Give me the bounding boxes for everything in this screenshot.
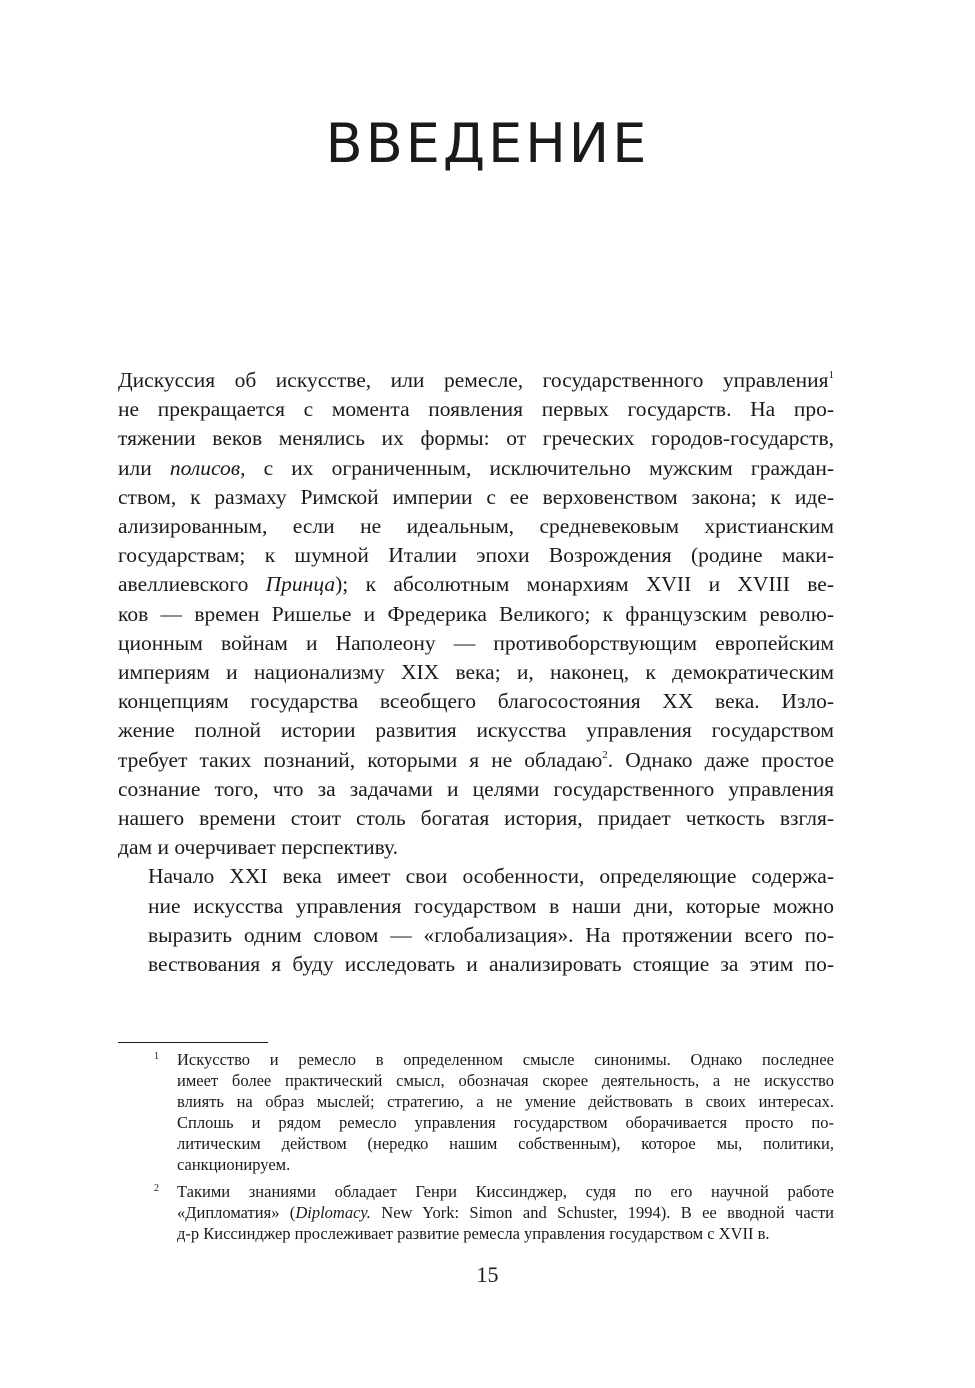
text-line: ционным войнам и Наполеону — противоборствующим европейским (118, 630, 834, 655)
paragraph (118, 862, 834, 979)
italic-term: Принца (265, 572, 336, 597)
footnote-line: д-р Киссинджер прослеживает развитие ремесла управления государством с XVII в. (177, 1224, 770, 1243)
text-line: авеллиевского Принца); к абсолютным монархиям XVII и XVIII ве- (118, 572, 834, 597)
footnote-line: литическим действом (нередко нашим собственным), которое мы, политики, (177, 1134, 834, 1153)
text-line: жение полной истории развития искусства управления государством (118, 718, 834, 743)
text-line: вествования я буду исследовать и анализировать стоящие за этим по- (148, 952, 834, 977)
page-number: 15 (476, 1262, 499, 1287)
footnote-number: 2 (154, 1183, 159, 1194)
footnote-line: влиять на образ мыслей; стратегию, а не умение действовать в своих интересах. (177, 1092, 834, 1111)
footnote-divider (118, 1042, 268, 1043)
footnote-line: имеет более практический смысл, обозначая скорее деятельность, а не искусство (177, 1071, 834, 1090)
footnote-line: Искусство и ремесло в определенном смысле синонимы. Однако последнее (177, 1050, 834, 1069)
footnote-number: 1 (154, 1051, 159, 1062)
footnote-text (177, 1181, 834, 1244)
text-line: дам и очерчивает перспективу. (118, 835, 398, 860)
footnote (118, 1049, 834, 1175)
text-line: сознание того, что за задачами и целями государственного управления (118, 776, 834, 801)
text-line: концепциям государства всеобщего благосостояния XX века. Изло- (118, 689, 834, 714)
text-line: ние искусства управления государством в наши дни, которые можно (148, 893, 834, 918)
text-line: империям и национализму XIX века; и, наконец, к демократическим (118, 660, 834, 685)
footnote-line: санкционируем. (177, 1155, 291, 1174)
footnote-ref[interactable]: 1 (828, 369, 834, 381)
text-line: ков — времен Ришелье и Фредерика Великого; к французским револю- (118, 601, 834, 626)
text-line: ством, к размаху Римской империи с ее верховенством закона; к иде- (118, 484, 834, 509)
footnote (118, 1181, 834, 1244)
text-line: государствам; к шумной Италии эпохи Возрождения (родине маки- (118, 543, 834, 568)
text-line: или полисов, с их ограниченным, исключительно мужским граждан- (118, 455, 834, 480)
footnote-line: «Дипломатия» (Diplomacy. New York: Simon and Schuster, 1994). В ее вводной части (177, 1203, 835, 1222)
body-text (118, 366, 834, 979)
text-line: выразить одним словом — «глобализация». На протяжении всего по- (148, 922, 834, 947)
chapter-title: ВВЕДЕНИЕ (325, 112, 650, 175)
text-line: ализированным, если не идеальным, средневековым христианским (118, 514, 834, 539)
text-line: нашего времени стоит столь богатая история, придает четкость взгля- (118, 806, 834, 831)
text-line: не прекращается с момента появления первых государств. На про- (118, 397, 834, 422)
footnotes (118, 1049, 834, 1250)
text-line: требует таких познаний, которыми я не обладаю$^2$. Однако даже простое (118, 747, 834, 772)
paragraph (118, 366, 834, 862)
footnote-line: Такими знаниями обладает Генри Киссинджер, судя по его научной работе (177, 1182, 834, 1201)
text-line: Дискуссия об искусстве, или ремесле, государственного управления$^1$ (118, 368, 834, 392)
footnote-ref[interactable]: 2 (602, 748, 608, 761)
footnote-text (177, 1049, 834, 1175)
text-line: тяжении веков менялись их формы: от греческих городов-государств, (118, 426, 834, 451)
italic-term: полисов, (169, 455, 246, 480)
footnote-line: Сплошь и рядом ремесло управления государством оборачивается просто по- (177, 1113, 834, 1132)
text-line: Начало XXI века имеет свои особенности, определяющие содержа- (148, 864, 834, 889)
italic-title: Diplomacy. (295, 1203, 371, 1222)
